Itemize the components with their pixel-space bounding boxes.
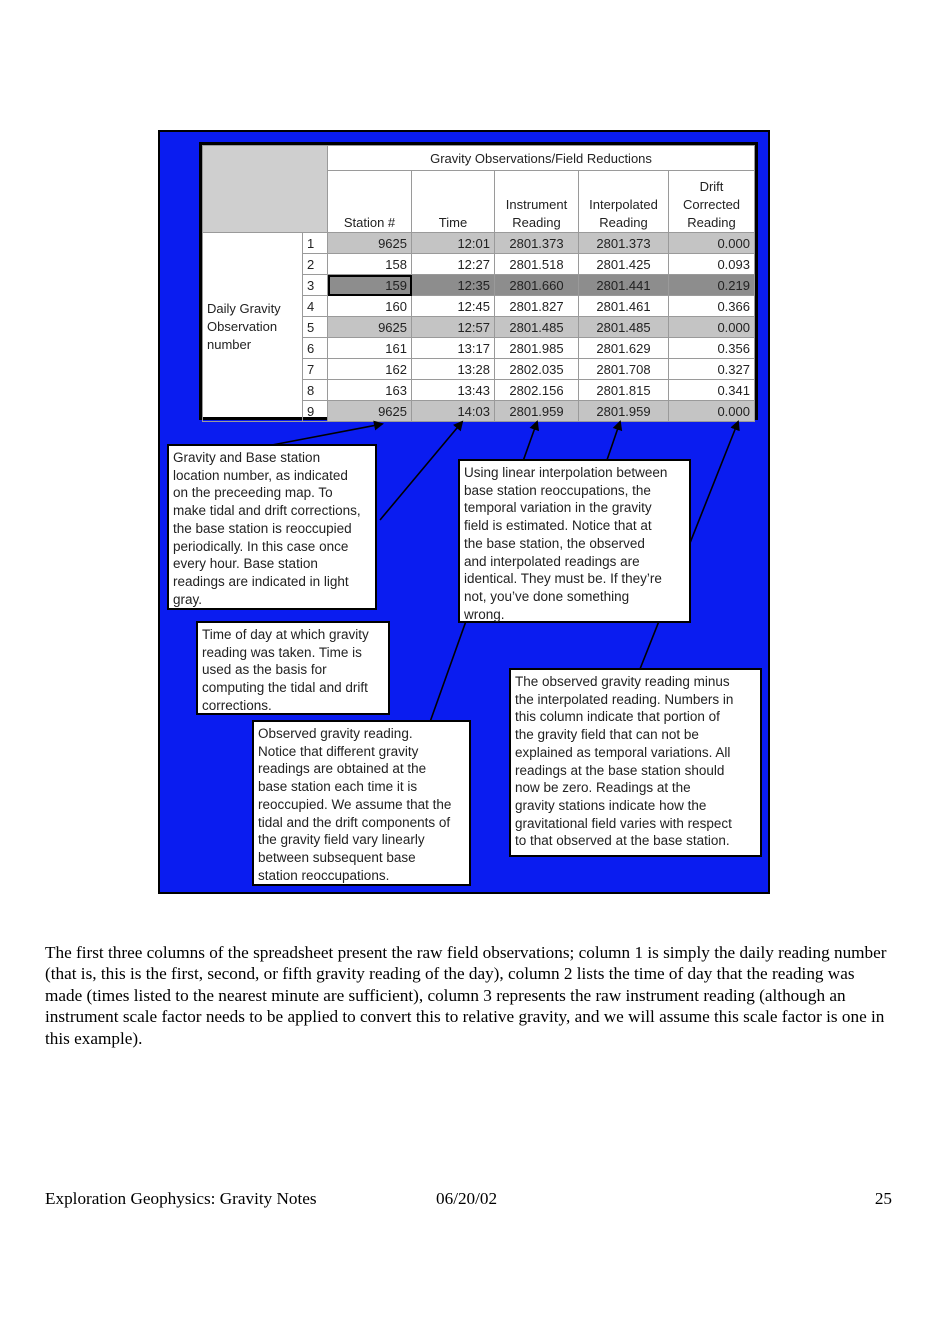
cell-time: 12:57 <box>412 317 495 338</box>
cell-drift-corrected: 0.000 <box>669 317 755 338</box>
cell-interpolated-reading: 2801.485 <box>579 317 669 338</box>
cell-interpolated-reading: 2801.708 <box>579 359 669 380</box>
cell-reading-number: 8 <box>303 380 328 401</box>
cell-time: 14:03 <box>412 401 495 422</box>
cell-instrument-reading: 2801.985 <box>495 338 579 359</box>
cell-station: 161 <box>328 338 412 359</box>
column-header-instrument: Instrument Reading <box>495 171 579 233</box>
callout-observed-reading: Observed gravity reading. Notice that different gravity readings are obtained at the base station each time it is reoccupied. We assume that the tidal and the drift components of the gravity field vary linearly between subsequent base station reoccupations. <box>252 720 471 886</box>
cell-interpolated-reading: 2801.815 <box>579 380 669 401</box>
footer-date: 06/20/02 <box>436 1189 498 1208</box>
table-title: Gravity Observations/Field Reductions <box>328 146 755 171</box>
cell-time: 13:43 <box>412 380 495 401</box>
cell-station: 9625 <box>328 317 412 338</box>
cell-station: 158 <box>328 254 412 275</box>
cell-reading-number: 4 <box>303 296 328 317</box>
column-header-station: Station # <box>328 171 412 233</box>
cell-interpolated-reading: 2801.461 <box>579 296 669 317</box>
cell-reading-number: 6 <box>303 338 328 359</box>
cell-interpolated-reading: 2801.441 <box>579 275 669 296</box>
cell-station: 160 <box>328 296 412 317</box>
cell-time: 12:01 <box>412 233 495 254</box>
footer-title: Exploration Geophysics: Gravity Notes <box>45 1189 317 1208</box>
cell-interpolated-reading: 2801.629 <box>579 338 669 359</box>
cell-time: 13:28 <box>412 359 495 380</box>
cell-reading-number: 5 <box>303 317 328 338</box>
row-label: Daily Gravity Observation number <box>203 233 303 422</box>
cell-drift-corrected: 0.093 <box>669 254 755 275</box>
callout-station-number: Gravity and Base station location number, as indicated on the preceeding map. To make tidal and drift corrections, the base station is reoccupied periodically. In this case once every hour. Base station readings are indicated in light gray. <box>167 444 377 610</box>
cell-instrument-reading: 2801.518 <box>495 254 579 275</box>
cell-drift-corrected: 0.341 <box>669 380 755 401</box>
table-corner <box>203 146 328 233</box>
cell-instrument-reading: 2801.373 <box>495 233 579 254</box>
cell-reading-number: 2 <box>303 254 328 275</box>
cell-reading-number: 7 <box>303 359 328 380</box>
cell-drift-corrected: 0.327 <box>669 359 755 380</box>
callout-time: Time of day at which gravity reading was taken. Time is used as the basis for computing the tidal and drift corrections. <box>196 621 390 715</box>
footer-page-number: 25 <box>874 1189 892 1208</box>
cell-interpolated-reading: 2801.425 <box>579 254 669 275</box>
cell-drift-corrected: 0.000 <box>669 233 755 254</box>
cell-station: 162 <box>328 359 412 380</box>
cell-station: 159 <box>328 275 412 296</box>
spreadsheet-table <box>199 142 758 420</box>
cell-time: 12:35 <box>412 275 495 296</box>
cell-instrument-reading: 2801.485 <box>495 317 579 338</box>
cell-instrument-reading: 2802.156 <box>495 380 579 401</box>
cell-instrument-reading: 2801.660 <box>495 275 579 296</box>
cell-reading-number: 3 <box>303 275 328 296</box>
column-header-time: Time <box>412 171 495 233</box>
cell-instrument-reading: 2802.035 <box>495 359 579 380</box>
cell-time: 12:45 <box>412 296 495 317</box>
cell-instrument-reading: 2801.959 <box>495 401 579 422</box>
column-header-drift: Drift Corrected Reading <box>669 171 755 233</box>
cell-drift-corrected: 0.356 <box>669 338 755 359</box>
cell-reading-number: 1 <box>303 233 328 254</box>
cell-station: 163 <box>328 380 412 401</box>
cell-drift-corrected: 0.000 <box>669 401 755 422</box>
cell-time: 13:17 <box>412 338 495 359</box>
cell-interpolated-reading: 2801.373 <box>579 233 669 254</box>
cell-station: 9625 <box>328 401 412 422</box>
body-paragraph: The first three columns of the spreadsheet present the raw field observations; column 1 is simply the daily reading number (that is, this is the first, second, or fifth gravity reading of the day), column 2 lists the time of day that the reading was made (times listed to the nearest minute are sufficient), column 3 represents the raw instrument reading (although an instrument scale factor needs to be applied to convert this to relative gravity, and we will assume this scale factor is one in this example). <box>45 943 887 1048</box>
cell-drift-corrected: 0.219 <box>669 275 755 296</box>
cell-instrument-reading: 2801.827 <box>495 296 579 317</box>
cell-drift-corrected: 0.366 <box>669 296 755 317</box>
cell-time: 12:27 <box>412 254 495 275</box>
cell-interpolated-reading: 2801.959 <box>579 401 669 422</box>
callout-drift-corrected: The observed gravity reading minus the interpolated reading. Numbers in this column indicate that portion of the gravity field that can not be explained as temporal variations. All readings at the base station should now be zero. Readings at the gravity stations indicate how the gravitational field varies with respect to that observed at the base station. <box>509 668 762 857</box>
callout-interpolation: Using linear interpolation between base station reoccupations, the temporal variation in the gravity field is estimated. Notice that at the base station, the observed and interpolated readings are identical. They must be. If they’re not, you’ve done something wrong. <box>458 459 691 623</box>
cell-reading-number: 9 <box>303 401 328 422</box>
column-header-interpolated: Interpolated Reading <box>579 171 669 233</box>
table-row <box>203 233 755 254</box>
cell-station: 9625 <box>328 233 412 254</box>
